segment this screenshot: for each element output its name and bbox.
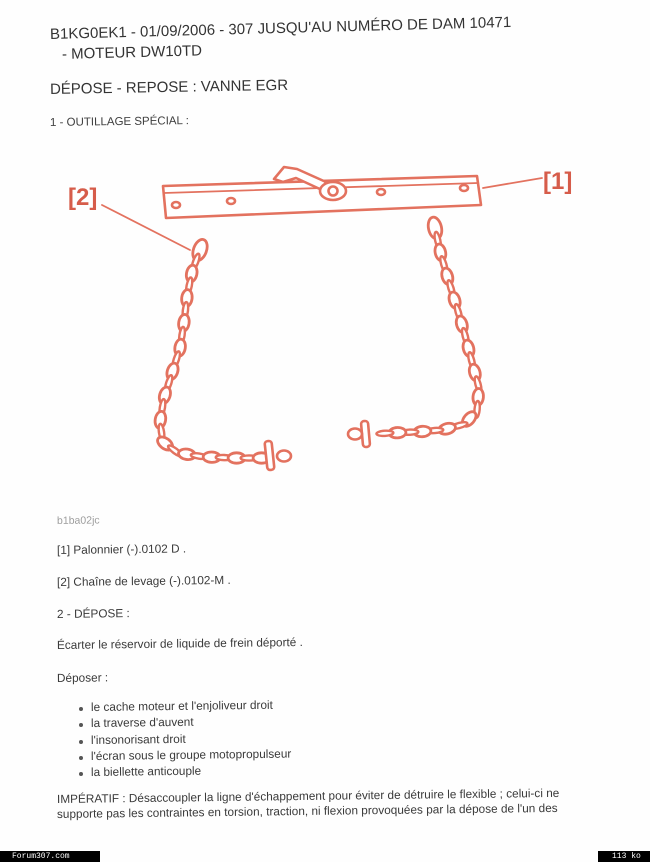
instruction-step: Écarter le réservoir de liquide de frein déporté .: [56, 634, 303, 652]
lifting-bar: [163, 167, 481, 218]
bullet-icon: [79, 740, 83, 744]
list-item-text: le cache moteur et l'enjoliveur droit: [90, 697, 273, 714]
list-item-text: la traverse d'auvent: [90, 714, 194, 730]
bar-pivot-pin: [329, 187, 338, 196]
bullet-icon: [79, 723, 83, 727]
tool-item-palonnier: [1] Palonnier (-).0102 D .: [56, 541, 187, 557]
figure-label-2: [2]: [68, 184, 98, 211]
chain-right: [376, 216, 484, 438]
chain-left: [154, 237, 270, 463]
chain-end-ring: [277, 451, 291, 462]
chain-left-end: [265, 441, 291, 471]
footer-file-size: 113 ko: [598, 851, 650, 862]
section-heading-special-tools: 1 - OUTILLAGE SPÉCIAL :: [49, 115, 189, 129]
bullet-icon: [79, 772, 83, 776]
engine-reference: - MOTEUR DW10TD: [61, 42, 203, 63]
bullet-icon: [79, 707, 83, 711]
bar-hole: [377, 189, 385, 195]
list-item-text: l'écran sous le groupe motopropulseur: [90, 746, 292, 763]
bar-hole: [172, 202, 180, 208]
footer-site-label: Forum307.com: [0, 851, 100, 862]
lifting-tool-illustration: [0, 140, 650, 480]
list-item-text: l'insonorisant droit: [90, 731, 186, 747]
instruction-step: Déposer :: [56, 670, 109, 685]
figure-label-1: [1]: [543, 168, 573, 195]
bar-hole: [227, 198, 235, 204]
chain-right-end: [348, 421, 370, 448]
leader-line-1: [483, 178, 542, 188]
list-item-text: la biellette anticouple: [90, 763, 202, 779]
chain-toggle-bar: [265, 441, 275, 471]
warning-text-line-1: IMPÉRATIF : Désaccoupler la ligne d'échappement pour éviter de détruire le flexible ; celui-ci ne: [56, 785, 560, 806]
tool-item-chain: [2] Chaîne de levage (-).0102-M .: [56, 572, 231, 589]
warning-text-line-2: supporte pas les contraintes en torsion, traction, ni flexion provoquées par la dépose de l'un des: [56, 800, 558, 821]
figure-caption: b1ba02jc: [56, 514, 100, 527]
page-title: DÉPOSE - REPOSE : VANNE EGR: [49, 76, 289, 98]
chain-end-ring: [348, 429, 362, 440]
section-heading-removal: 2 - DÉPOSE :: [56, 606, 130, 621]
document-reference: B1KG0EK1 - 01/09/2006 - 307 JUSQU'AU NUMÉRO DE DAM 10471: [49, 13, 512, 43]
bullet-icon: [79, 756, 83, 760]
bar-hole: [460, 185, 468, 191]
chain-link: [376, 430, 393, 436]
